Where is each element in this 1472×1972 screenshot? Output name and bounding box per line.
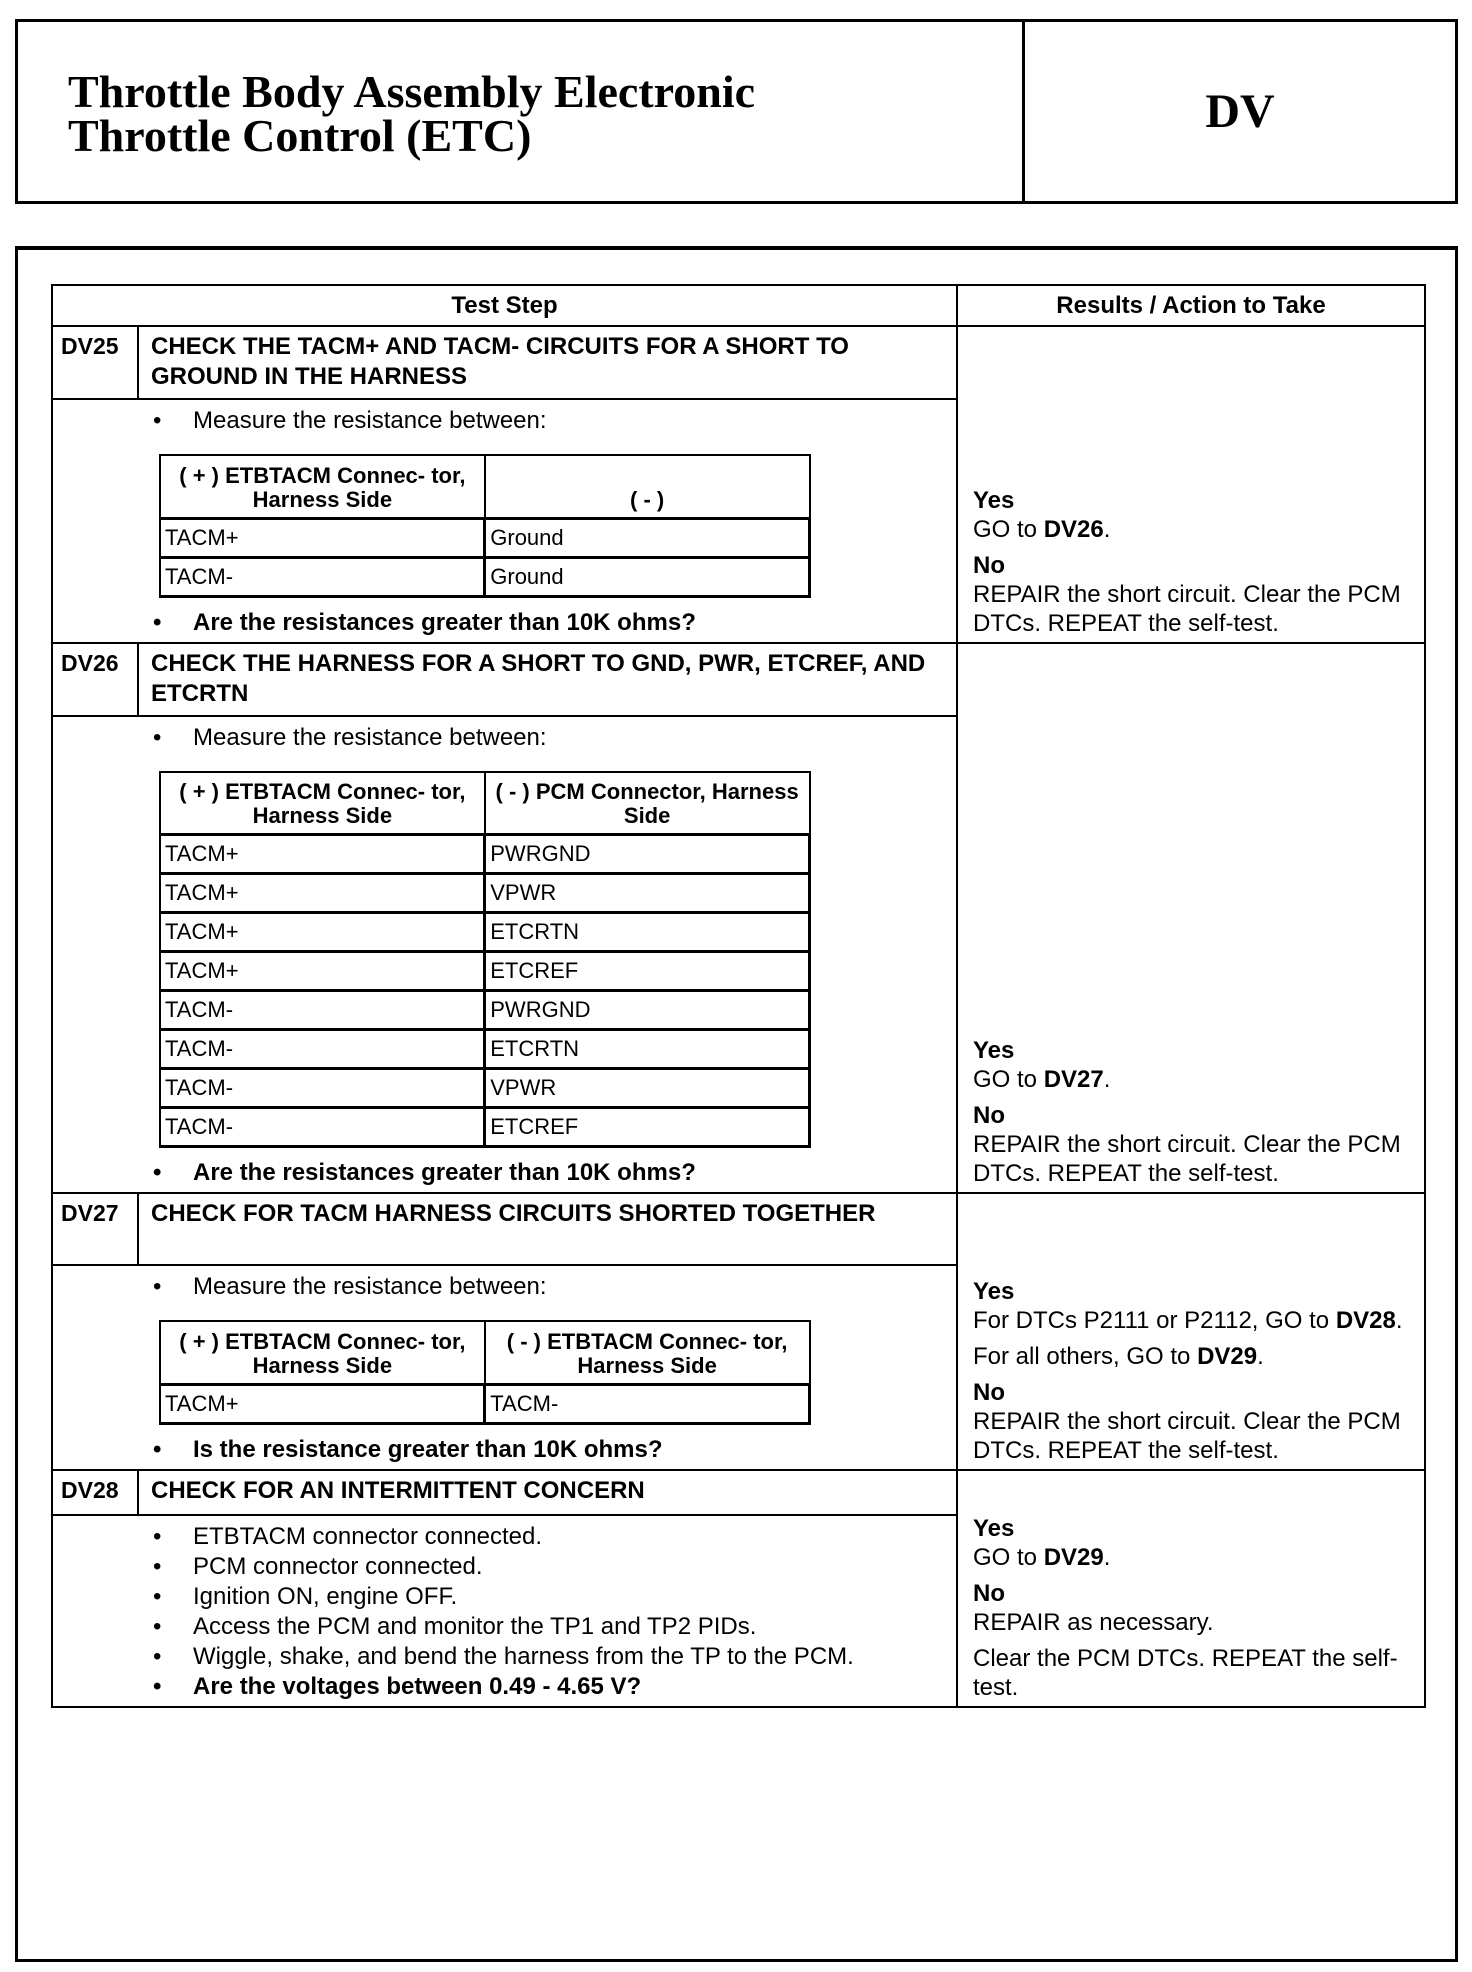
step-id: DV26	[53, 644, 139, 715]
measurement-cell: PWRGND	[485, 835, 810, 874]
step-id: DV27	[53, 1194, 139, 1264]
measurement-cell: ETCREF	[485, 952, 810, 991]
measurement-cell: TACM+	[160, 518, 485, 557]
bullet-item: • Are the voltages between 0.49 - 4.65 V?	[53, 1672, 956, 1702]
result-action	[973, 1342, 1414, 1371]
measurement-row	[160, 835, 810, 874]
measurement-cell: TACM-	[160, 1030, 485, 1069]
result-label-no: No	[973, 1378, 1005, 1406]
result-text: .	[1103, 515, 1111, 543]
title-line-1: Throttle Body Assembly Electronic	[68, 66, 756, 117]
step-title: CHECK FOR TACM HARNESS CIRCUITS SHORTED TOGETHER	[151, 1200, 876, 1227]
step-id: DV28	[53, 1471, 139, 1514]
step-reference-link[interactable]: DV28	[1335, 1306, 1396, 1334]
result-action	[973, 1306, 1414, 1335]
page-header	[15, 19, 1458, 204]
content-frame	[15, 246, 1458, 1962]
result-label-yes: Yes	[973, 1514, 1015, 1542]
column-header-test-step: Test Step	[53, 286, 958, 325]
step-title: CHECK FOR AN INTERMITTENT CONCERN	[151, 1476, 645, 1504]
measurement-table	[159, 771, 811, 1149]
step-reference-link[interactable]: DV27	[1043, 1066, 1104, 1093]
measurement-cell: TACM-	[160, 1108, 485, 1147]
measurement-row	[160, 952, 810, 991]
result-text: For all others, GO to	[973, 1342, 1198, 1370]
result-text: GO to	[973, 1543, 1044, 1571]
result-text: .	[1103, 1543, 1111, 1571]
bullet-item: • Ignition ON, engine OFF.	[53, 1582, 956, 1612]
result-text: REPAIR the short circuit. Clear the PCM DTCs. REPEAT the self-test.	[973, 580, 1401, 637]
section-code: DV	[1205, 85, 1275, 138]
measurement-column-header: ( + ) ETBTACM Connec- tor, Harness Side	[160, 1321, 485, 1384]
results-cell	[958, 327, 1424, 642]
bullet-item: • Measure the resistance between:	[53, 1272, 956, 1302]
measurement-row	[160, 1108, 810, 1147]
test-step-instructions	[53, 1471, 958, 1706]
question-item: • Are the resistances greater than 10K ohms?	[53, 608, 956, 638]
measurement-cell: TACM+	[160, 952, 485, 991]
result-label-no: No	[973, 1102, 1005, 1129]
test-step-dv26	[53, 642, 1424, 1193]
measurement-cell: ETCRTN	[485, 1030, 810, 1069]
measurement-header-row	[160, 1321, 810, 1384]
result-label-yes: Yes	[973, 1037, 1015, 1064]
measurement-cell: VPWR	[485, 874, 810, 913]
measurement-cell: TACM-	[160, 1069, 485, 1108]
test-step-instructions	[53, 644, 958, 1193]
measurement-cell: TACM+	[160, 1384, 485, 1423]
result-text: REPAIR the short circuit. Clear the PCM DTCs. REPEAT the self-test.	[973, 1131, 1401, 1187]
test-step-dv25	[53, 325, 1424, 642]
measurement-cell: TACM-	[485, 1384, 810, 1423]
measurement-column-header: ( + ) ETBTACM Connec- tor, Harness Side	[160, 772, 485, 835]
measurement-row	[160, 1384, 810, 1423]
bullet-item: • PCM connector connected.	[53, 1552, 956, 1582]
measurement-column-header: ( - ) PCM Connector, Harness Side	[485, 772, 810, 835]
result-label-yes: Yes	[973, 1277, 1015, 1305]
measurement-header-row	[160, 772, 810, 835]
result-text: For DTCs P2111 or P2112, GO to	[973, 1306, 1336, 1334]
test-step-dv27	[53, 1192, 1424, 1469]
page-title	[18, 22, 1025, 201]
result-action	[973, 1407, 1414, 1465]
measurement-header-row	[160, 455, 810, 518]
measurement-table	[159, 1320, 811, 1425]
result-text: .	[1257, 1342, 1264, 1370]
step-title: CHECK THE TACM+ AND TACM- CIRCUITS FOR A SHORT TO GROUND IN THE HARNESS	[151, 333, 849, 390]
step-id: DV25	[53, 327, 139, 398]
measurement-row	[160, 913, 810, 952]
test-step-dv28	[53, 1469, 1424, 1706]
measurement-row	[160, 991, 810, 1030]
test-step-table	[51, 284, 1426, 1708]
measurement-row	[160, 518, 810, 557]
bullet-item: • Access the PCM and monitor the TP1 and TP2 PIDs.	[53, 1612, 956, 1642]
title-line-2: Throttle Control (ETC)	[68, 110, 532, 161]
result-text: REPAIR as necessary.	[973, 1608, 1214, 1636]
step-reference-link[interactable]: DV29	[1043, 1543, 1104, 1571]
bullet-item: • Measure the resistance between:	[53, 406, 956, 436]
measurement-cell: ETCRTN	[485, 913, 810, 952]
test-step-instructions	[53, 327, 958, 642]
measurement-cell: TACM+	[160, 835, 485, 874]
result-label-no: No	[973, 551, 1005, 579]
result-action	[973, 1065, 1414, 1094]
measurement-cell: Ground	[485, 518, 810, 557]
measurement-row	[160, 874, 810, 913]
result-text: Clear the PCM DTCs. REPEAT the self-test.	[973, 1644, 1398, 1701]
result-text: REPAIR the short circuit. Clear the PCM DTCs. REPEAT the self-test.	[973, 1407, 1401, 1464]
bullet-item: • Wiggle, shake, and bend the harness from the TP to the PCM.	[53, 1642, 956, 1672]
result-action	[973, 515, 1414, 544]
step-reference-link[interactable]: DV26	[1043, 515, 1104, 543]
results-cell	[958, 644, 1424, 1193]
result-label-yes: Yes	[973, 486, 1015, 514]
step-reference-link[interactable]: DV29	[1197, 1342, 1258, 1370]
result-text: .	[1395, 1306, 1403, 1334]
table-header-row	[53, 286, 1424, 325]
step-title-row	[53, 327, 956, 400]
measurement-cell: TACM-	[160, 557, 485, 596]
step-body	[53, 400, 956, 642]
measurement-column-header: ( + ) ETBTACM Connec- tor, Harness Side	[160, 455, 485, 518]
measurement-cell: PWRGND	[485, 991, 810, 1030]
result-action	[973, 1644, 1414, 1702]
step-body	[53, 1266, 956, 1469]
result-action	[973, 1130, 1414, 1188]
results-cell	[958, 1471, 1424, 1706]
question-item: • Are the resistances greater than 10K ohms?	[53, 1158, 956, 1188]
measurement-cell: TACM+	[160, 874, 485, 913]
result-action	[973, 1543, 1414, 1572]
step-body	[53, 1516, 956, 1706]
test-step-instructions	[53, 1194, 958, 1469]
measurement-row	[160, 1030, 810, 1069]
measurement-column-header: ( - )	[485, 455, 810, 518]
measurement-row	[160, 1069, 810, 1108]
result-action	[973, 1608, 1414, 1637]
step-title-row	[53, 1194, 956, 1266]
column-header-results: Results / Action to Take	[1056, 291, 1326, 319]
measurement-row	[160, 557, 810, 596]
bullet-item: • Measure the resistance between:	[53, 723, 956, 753]
measurement-cell: TACM-	[160, 991, 485, 1030]
results-cell	[958, 1194, 1424, 1469]
bullet-item: • ETBTACM connector connected.	[53, 1522, 956, 1552]
result-text: GO to	[973, 1066, 1044, 1093]
measurement-cell: TACM+	[160, 913, 485, 952]
step-body	[53, 717, 956, 1193]
result-text: GO to	[973, 515, 1044, 543]
measurement-cell: ETCREF	[485, 1108, 810, 1147]
measurement-cell: VPWR	[485, 1069, 810, 1108]
step-title-row	[53, 1471, 956, 1516]
measurement-cell: Ground	[485, 557, 810, 596]
measurement-table	[159, 454, 811, 598]
result-action	[973, 580, 1414, 638]
result-text: .	[1103, 1066, 1111, 1093]
question-item: • Is the resistance greater than 10K ohms?	[53, 1435, 956, 1465]
measurement-column-header: ( - ) ETBTACM Connec- tor, Harness Side	[485, 1321, 810, 1384]
step-title: CHECK THE HARNESS FOR A SHORT TO GND, PWR, ETCREF, AND ETCRTN	[151, 649, 926, 707]
step-title-row	[53, 644, 956, 717]
result-label-no: No	[973, 1579, 1005, 1607]
